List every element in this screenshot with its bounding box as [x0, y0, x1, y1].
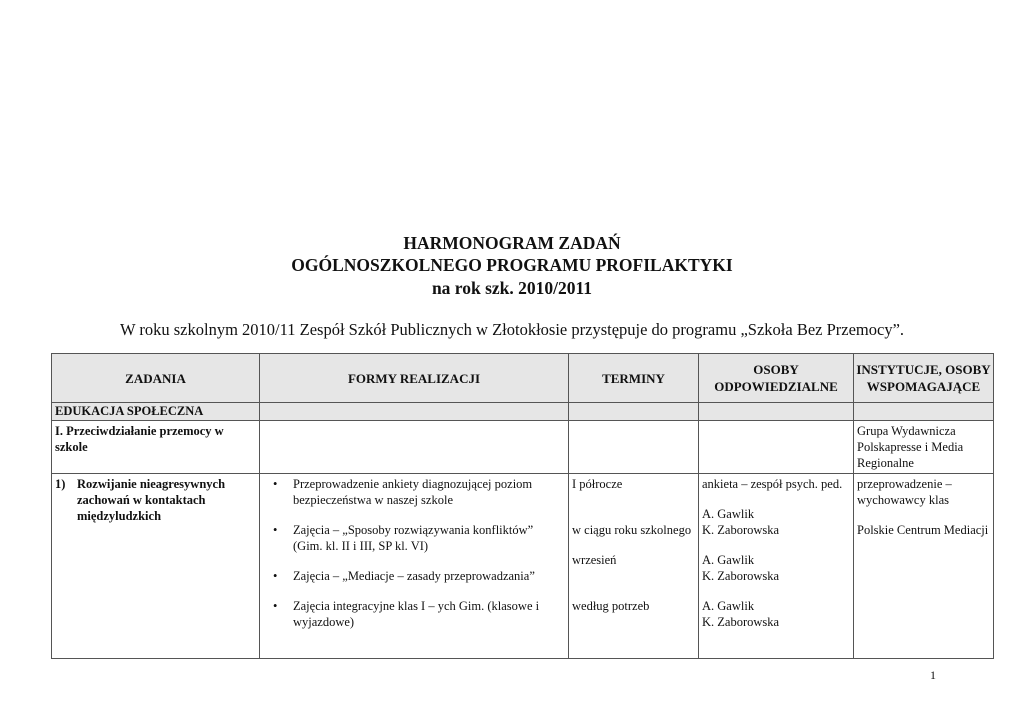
list-item: • Przeprowadzenie ankiety diagnozującej poziom bezpieczeństwa w naszej szkole	[273, 477, 533, 507]
list-item: • Zajęcia integracyjne klas I – ych Gim. (klasowe i wyjazdowe)	[273, 599, 540, 629]
osoba-value: K. Zaborowska	[702, 569, 780, 583]
zadanie-main: I. Przeciwdziałanie przemocy w szkole	[52, 421, 260, 474]
header-zadania: ZADANIA	[52, 354, 260, 403]
header-instytucje: INSTYTUCJE, OSOBY WSPOMAGAJĄCE	[854, 354, 994, 403]
osoba-value: K. Zaborowska	[702, 615, 780, 629]
table-row	[52, 474, 994, 659]
termin-value: według potrzeb	[572, 599, 650, 613]
termin-value: wrzesień	[572, 553, 617, 567]
osoba-value: A. Gawlik	[702, 507, 755, 521]
header-osoby-odpowiedzialne: OSOBY ODPOWIEDZIALNE	[699, 354, 854, 403]
list-item: • Zajęcia – „Sposoby rozwiązywania konfliktów” (Gim. kl. II i III, SP kl. VI)	[273, 523, 534, 553]
terminy-cell	[569, 474, 699, 659]
document-title-line3: na rok szk. 2010/2011	[431, 278, 593, 298]
termin-value: I półrocze	[572, 477, 623, 491]
document-title-line2: OGÓLNOSZKOLNEGO PROGRAMU PROFILAKTYKI	[291, 255, 733, 275]
bullet-icon: •	[273, 523, 278, 537]
instytucja-value: przeprowadzenie – wychowawcy klas	[857, 477, 952, 507]
osoba-value: ankieta – zespół psych. ped.	[702, 477, 843, 491]
termin-value: w ciągu roku szkolnego	[572, 523, 692, 537]
instytucje-main: Grupa Wydawnicza Polskapresse i Media Regionalne	[854, 421, 994, 474]
osoby-cell	[699, 474, 854, 659]
osoba-value: K. Zaborowska	[702, 523, 780, 537]
bullet-icon: •	[273, 477, 278, 491]
zadanie-text: Rozwijanie nieagresywnych zachowań w kontaktach międzyludzkich	[77, 477, 226, 523]
instytucja-value: Polskie Centrum Mediacji	[857, 523, 989, 537]
section-row	[52, 403, 994, 421]
table-row	[52, 421, 994, 474]
document-title-line1: HARMONOGRAM ZADAŃ	[403, 233, 621, 253]
section-label: EDUKACJA SPOŁECZNA	[52, 403, 260, 421]
bullet-icon: •	[273, 599, 278, 613]
intro-paragraph: W roku szkolnym 2010/11 Zespół Szkół Publicznych w Złotokłosie przystępuje do programu „Szkoła Bez Przemocy”.	[119, 320, 905, 339]
header-terminy: TERMINY	[569, 354, 699, 403]
list-item: • Zajęcia – „Mediacje – zasady przeprowadzania”	[273, 569, 535, 583]
osoba-value: A. Gawlik	[702, 599, 755, 613]
formy-realizacji-cell	[260, 474, 569, 659]
bullet-icon: •	[273, 569, 278, 583]
page-number: 1	[930, 668, 936, 682]
schedule-table	[51, 353, 994, 659]
header-formy-realizacji: FORMY REALIZACJI	[260, 354, 569, 403]
instytucje-cell	[854, 474, 994, 659]
table-header-row	[52, 354, 994, 403]
zadanie-number: 1)	[55, 477, 66, 491]
osoba-value: A. Gawlik	[702, 553, 755, 567]
